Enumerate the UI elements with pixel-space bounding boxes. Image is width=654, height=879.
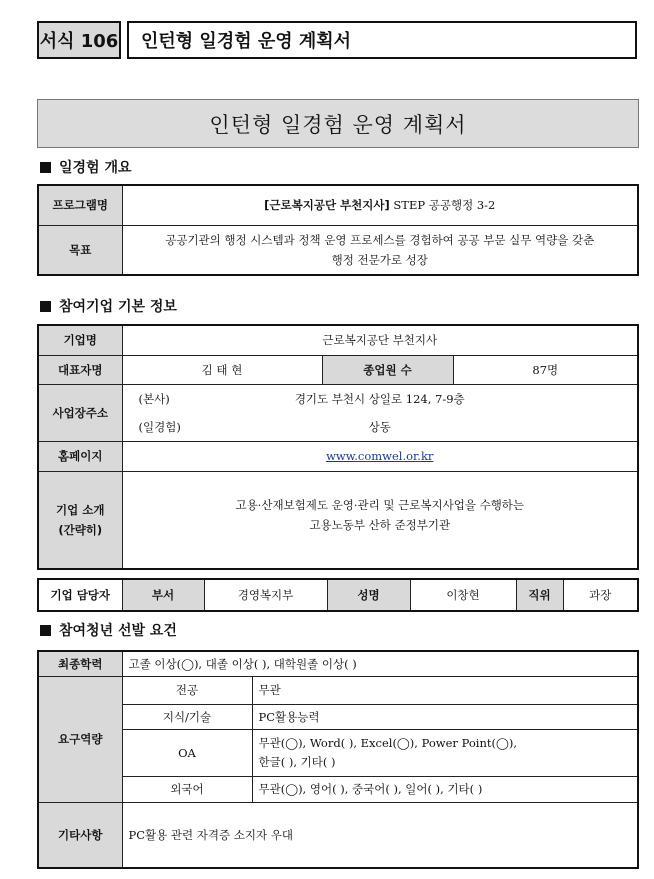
dept-value: 경영복지부 — [204, 579, 327, 611]
section-heading-overview — [40, 157, 132, 177]
section-heading-company — [40, 296, 177, 316]
site-tag: (일경험) — [138, 419, 181, 434]
employees-label: 종업원 수 — [322, 355, 453, 384]
education-value: 고졸 이상(◯), 대졸 이상( ), 대학원졸 이상( ) — [122, 651, 638, 676]
square-bullet-icon — [40, 162, 51, 173]
form-number-badge: 서식 106 — [37, 21, 121, 59]
major-value: 무관 — [252, 676, 638, 704]
square-bullet-icon — [40, 625, 51, 636]
ceo-label: 대표자명 — [38, 355, 122, 384]
intro-line-1: 고용·산재보험제도 운영·관리 및 근로복지사업을 수행하는 — [235, 497, 525, 512]
hq-address — [123, 385, 638, 413]
section-label: 일경험 개요 — [59, 160, 132, 176]
company-name-value: 근로복지공단 부천지사 — [122, 325, 638, 355]
language-row — [38, 776, 638, 802]
homepage-row — [38, 441, 638, 471]
homepage-cell — [122, 441, 638, 471]
company-name-label: 기업명 — [38, 325, 122, 355]
homepage-label: 홈페이지 — [38, 441, 122, 471]
section-label: 참여기업 기본 정보 — [59, 299, 177, 315]
dept-label: 부서 — [122, 579, 204, 611]
oa-line-2: 한글( ), 기타( ) — [258, 754, 336, 769]
language-value: 무관(◯), 영어( ), 중국어( ), 일어( ), 기타( ) — [252, 776, 638, 802]
program-org: [근로복지공단 부천지사] — [264, 198, 390, 213]
major-label: 전공 — [122, 676, 252, 704]
position-value: 과장 — [563, 579, 638, 611]
company-table — [37, 324, 639, 570]
section-heading-youth — [40, 620, 177, 640]
section-label: 참여청년 선발 요건 — [59, 623, 177, 639]
intro-label-line-2: (간략히) — [58, 522, 103, 537]
goal-value — [122, 225, 638, 275]
hq-address-text: 경기도 부천시 상일로 124, 7-9층 — [294, 391, 465, 406]
document-title: 인턴형 일경험 운영 계획서 — [37, 99, 639, 148]
etc-value: PC활용 관련 자격증 소지자 우대 — [122, 802, 638, 868]
intro-value — [122, 471, 638, 569]
major-row — [38, 676, 638, 704]
position-label: 직위 — [516, 579, 563, 611]
etc-row — [38, 802, 638, 868]
intro-row — [38, 471, 638, 569]
contact-row — [38, 579, 638, 611]
program-name: STEP 공공행정 3-2 — [393, 198, 496, 213]
etc-label: 기타사항 — [38, 802, 122, 868]
contact-name-value: 이창현 — [410, 579, 516, 611]
address-label: 사업장주소 — [38, 384, 122, 441]
skill-label: 지식/기술 — [122, 704, 252, 729]
goal-line-2: 행정 전문가로 성장 — [331, 252, 428, 267]
competency-label: 요구역량 — [38, 676, 122, 802]
education-label: 최종학력 — [38, 651, 122, 676]
overview-table — [37, 184, 639, 276]
goal-line-1: 공공기관의 행정 시스템과 정책 운영 프로세스를 경험하여 공공 부문 실무 역량을 갖춘 — [165, 232, 595, 247]
company-name-row — [38, 325, 638, 355]
skill-row — [38, 704, 638, 729]
employees-value: 87명 — [453, 355, 638, 384]
hq-tag: (본사) — [138, 391, 170, 406]
intro-label-line-1: 기업 소개 — [56, 502, 105, 517]
contact-name-label: 성명 — [327, 579, 410, 611]
oa-label: OA — [122, 729, 252, 776]
goal-label: 목표 — [38, 225, 122, 275]
form-header-title: 인턴형 일경험 운영 계획서 — [127, 21, 637, 59]
oa-line-1: 무관(◯), Word( ), Excel(◯), Power Point(◯), — [258, 735, 517, 750]
education-row — [38, 651, 638, 676]
homepage-link[interactable]: www.comwel.or.kr — [326, 449, 434, 463]
skill-value: PC활용능력 — [252, 704, 638, 729]
requirements-table — [37, 650, 639, 869]
ceo-row — [38, 355, 638, 384]
site-address-text: 상동 — [368, 419, 391, 434]
program-row — [38, 185, 638, 225]
intro-label — [38, 471, 122, 569]
language-label: 외국어 — [122, 776, 252, 802]
site-address — [123, 413, 638, 441]
program-label: 프로그램명 — [38, 185, 122, 225]
intro-line-2: 고용노동부 산하 준정부기관 — [309, 517, 451, 532]
program-value — [122, 185, 638, 225]
contact-table — [37, 578, 639, 612]
address-value — [122, 384, 638, 441]
oa-row — [38, 729, 638, 776]
address-row — [38, 384, 638, 441]
oa-value — [252, 729, 638, 776]
goal-row — [38, 225, 638, 275]
square-bullet-icon — [40, 301, 51, 312]
ceo-value: 김 태 현 — [122, 355, 322, 384]
contact-label: 기업 담당자 — [38, 579, 122, 611]
